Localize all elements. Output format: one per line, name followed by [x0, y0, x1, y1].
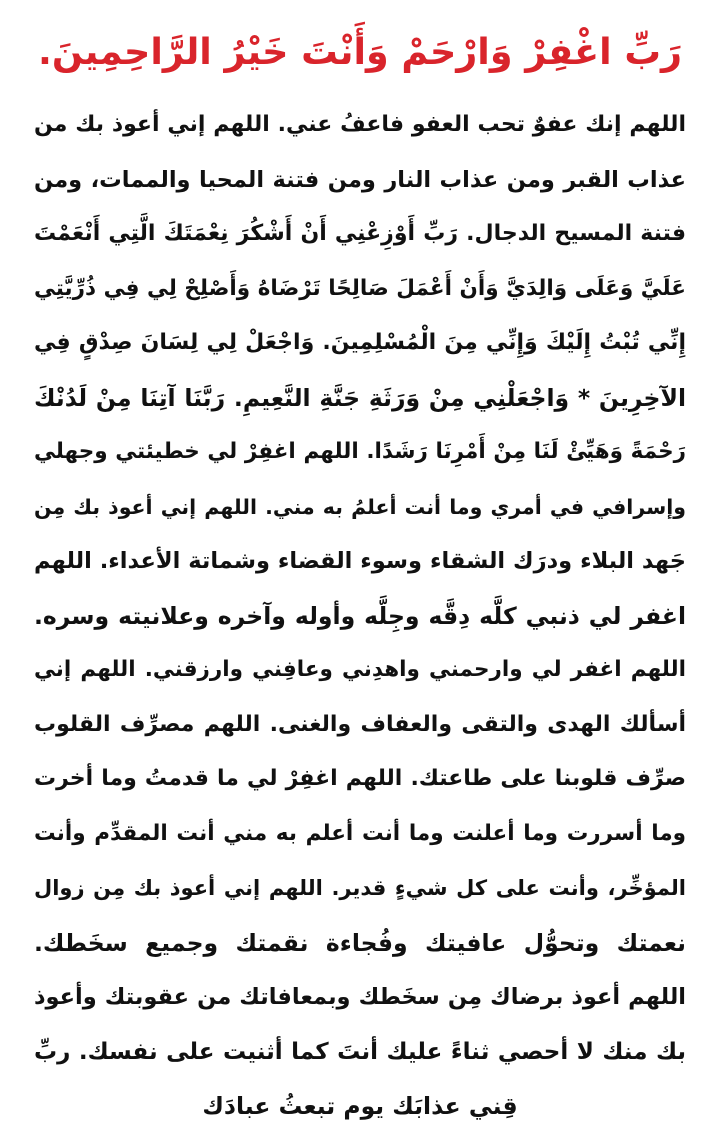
- text-line: إِنِّي تُبْتُ إِلَيْكَ وَإِنِّي مِنَ الْمُسْلِمِينَ. وَاجْعَلْ لِي لِسَانَ صِدْقٍ فِي: [34, 330, 686, 355]
- text-line: وما أسررت وما أعلنت وما أنت أعلم به مني أنت المقدِّم وأنت: [34, 820, 686, 846]
- text-line: جَهد البلاء ودرَك الشقاء وسوء القضاء وشماتة الأعداء. اللهم: [34, 548, 686, 574]
- text-line: عَلَيَّ وَعَلَى وَالِدَيَّ وَأَنْ أَعْمَلَ صَالِحًا تَرْضَاهُ وَأَصْلِحْ لِي فِي ذُرِّيَّتِي: [34, 275, 686, 301]
- text-line: أسألك الهدى والتقى والعفاف والغنى. اللهم مصرِّف القلوب: [34, 711, 686, 737]
- text-line: فتنة المسيح الدجال. رَبِّ أَوْزِعْنِي أَنْ أَشْكُرَ نِعْمَتَكَ الَّتِي أَنْعَمْتَ: [34, 221, 686, 246]
- prayer-text: [34, 98, 686, 1134]
- text-line: اللهم إنك عفوٌ تحب العفو فاعفُ عني. اللهم إني أعوذ بك من: [34, 112, 686, 137]
- text-line: بك منك لا أحصي ثناءً عليك أنتَ كما أثنيت على نفسك. ربِّ: [34, 1038, 686, 1065]
- text-line: نعمتك وتحوُّل عافيتك وفُجاءة نقمتك وجميع سخَطك.: [34, 928, 686, 957]
- text-line: قِني عذابَك يوم تبعثُ عبادَك: [202, 1092, 518, 1120]
- text-line: رَحْمَةً وَهَيِّئْ لَنَا مِنْ أَمْرِنَا رَشَدًا. اللهم اغفِرْ لي خطيئتي وجهلي: [34, 439, 686, 464]
- text-line: اللهم أعوذ برضاك مِن سخَطك وبمعافاتك من عقوبتك وأعوذ: [34, 984, 686, 1010]
- text-line: الآخِرِينَ * وَاجْعَلْنِي مِنْ وَرَثَةِ جَنَّةِ النَّعِيمِ. رَبَّنَا آتِنَا مِنْ لَدُنْكَ: [34, 383, 686, 412]
- text-line: اللهم اغفر لي وارحمني واهدِني وعافِني وارزقني. اللهم إني: [34, 657, 686, 682]
- text-line: اغفر لي ذنبي كلَّه دِقَّه وجِلَّه وأوله وآخره وعلانيته وسره.: [34, 601, 686, 630]
- text-line: عذاب القبر ومن عذاب النار ومن فتنة المحيا والممات، ومن: [34, 166, 686, 193]
- text-line: وإسرافي في أمري وما أنت أعلمُ به مني. اللهم إني أعوذ بك مِن: [34, 494, 686, 519]
- text-line: المؤخِّر، وأنت على كل شيءٍ قدير. اللهم إني أعوذ بك مِن زوال: [34, 876, 686, 900]
- text-line: صرِّف قلوبنا على طاعتك. اللهم اغفِرْ لي ما قدمتُ وما أخرت: [34, 766, 686, 791]
- page-title: رَبِّ اغْفِرْ وَارْحَمْ وَأَنْتَ خَيْرُ الرَّاحِمِينَ.: [37, 30, 683, 73]
